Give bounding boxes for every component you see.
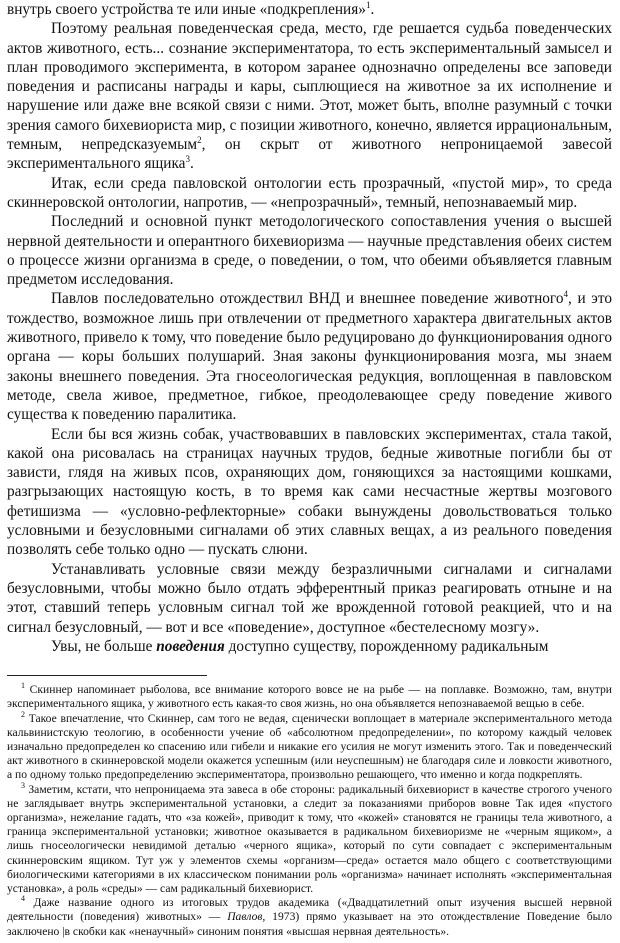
footnote-4-text-b: 1973) прямо указывает на это отождествление Поведение было заключено |в скобки как «ненаучный» синоним понятия «высшая нервная деятельность».	[7, 910, 613, 938]
footnote-1-text: Скиннер напоминает рыболова, все внимание которого вовсе не на рыбе — на поплавке. Возможно, там, внутри экспериментального ящика, у животного есть какая-то своя жизнь, но она объявляется непознаваемой вещью в себе.	[7, 683, 612, 711]
footnote-4-text-a: Даже название одного из итоговых трудов академика («Двадцатилетний опыт изучения высшей нервной деятельности (поведения) животных» —	[7, 896, 612, 924]
footnote-4-author: Павлов,	[227, 910, 266, 924]
paragraph-8-text-a: Увы, не больше	[51, 637, 157, 655]
footnote-3-text: Заметим, кстати, что непроницаема эта завеса в обе стороны: радикальный бихевиорист в качестве строгого ученого не заглядывает внутрь экспериментальной установки, а следит за показаниями приборов вовне Так идея «пустого организма», нежелание гадать, что «за кожей», приводит к тому, что «кожей» становятся не границы тела животного, а граница экспериментальной установки; животное оказывается в радикальном бихевиоризме не «черным ящиком», а лишь гносеологически невидимой деталью «черного ящика», который по сути совпадает с экспериментальным скиннеровским ящиком. Тут уж у элементов схемы «организм—среда» остается мало общего с соответствующими биологическими категориями в их классическом понимании роль «организма» начинает исполнять «экспериментальная установка», а роль «среды» — сам радикальный бихевиорист.	[7, 782, 612, 895]
footnote-4	[7, 896, 612, 939]
paragraph-5-text-b: , и это тождество, возможное лишь при отвлечении от предметного характера двигательных актов животного, привело к тому, что поведение было редуцировано до функционирования одного органа — коры больших полушарий. Зная законы функционирования мозга, мы знаем законы внешнего поведения. Эта гносеологическая редукция, воплощенная в павловском методе, свела живое, предметное, гибкое, преодолевающее среду поведение живого существа к поведению паралитика.	[7, 290, 612, 424]
paragraph-7: Устанавливать условные связи между безразличными сигналами и сигналами безусловными, чтобы можно было отдать эфферентный приказ реагировать отныне и на этот, ставший теперь условным сигнал той же врожденной готовой реакцией, что и на сигнал безусловный, — вот и все «поведение», доступное «бестелесному мозгу».	[7, 560, 612, 636]
paragraph-2-text-b: , он скрыт от животного непроницаемой завесой экспериментального ящика	[7, 136, 612, 173]
paragraph-6: Если бы вся жизнь собак, участвовавших в павловских экспериментах, стала такой, какой она рисовалась на страницах научных трудов, бедные животные погибли бы от зависти, глядя на живых псов, охраняющих дом, гоняющихся за настоящими кошками, разгрызающих настоящую кость, в то время как сами несчастные жертвы мозгового фетишизма — «условно-рефлекторные» собаки вынуждены довольствоваться только условными и безусловными сигналами об этих славных вещах, а из реального поведения позволять себе только одно — пускать слюни.	[7, 425, 612, 559]
paragraph-4: Последний и основной пункт методологического сопоставления учения о высшей нервной деятельности и оперантного бихевиоризма — научные представления обеих систем о процессе жизни организма в среде, о поведении, о том, что обеими объявляется главным предметом исследования.	[7, 213, 612, 289]
footnote-1-number: 1	[21, 681, 25, 691]
footnote-separator	[7, 675, 207, 676]
footnote-3-number: 3	[21, 780, 25, 790]
footnotes	[7, 683, 612, 939]
paragraph-2-text-c: .	[189, 155, 194, 173]
footnote-ref-4: 4	[563, 289, 568, 300]
paragraph-1-end: .	[370, 1, 375, 18]
paragraph-8	[7, 637, 612, 656]
footnote-1	[7, 683, 612, 711]
paragraph-2	[7, 19, 612, 173]
footnote-ref-1: 1	[365, 0, 371, 10]
paragraph-1-text: внутрь своего устройства те или иные «подкрепления»	[7, 1, 366, 18]
footnote-2	[7, 709, 612, 783]
paragraph-5	[7, 289, 612, 424]
footnote-ref-3: 3	[185, 154, 190, 165]
footnote-4-number: 4	[21, 894, 25, 904]
footnote-2-number: 2	[21, 709, 25, 719]
footnote-3	[7, 780, 612, 897]
main-text	[7, 0, 612, 656]
paragraph-8-text-b: доступно существу, порожденному радикальным	[224, 637, 549, 655]
paragraph-5-text-a: Павлов последовательно отождествил ВНД и внешнее поведение животного	[51, 290, 564, 308]
emphasized-word: поведения	[156, 637, 225, 655]
paragraph-2-text-a: Поэтому реальная поведенческая среда, место, где решается судьба поведенческих актов животного, есть... сознание экспериментатора, то есть экспериментальный замысел и план проводимого эксперимента, в котором заранее однозначно определены все заповеди поведения и расписаны награды и кары, сыплющиеся на животное за их исполнение и нарушение или даже вне всякой связи с ними. Этот, может быть, вполне разумный с точки зрения самого бихевиориста мир, с позиции животного, конечно, является иррациональным, темным, непредсказуемым	[7, 20, 612, 154]
footnote-ref-2: 2	[197, 135, 202, 146]
footnote-2-text: Такое впечатление, что Скиннер, сам того не ведая, сценически воплощает в материале экспериментального метода кальвинистскую теологию, в особенности учение об «абсолютном предопределении», по которому каждый человек изначально предопределен ко спасению или гибели и никакие его усилия не могут изменить этого. Так и поведенческий акт животного в скиннеровской модели окажется успешным (или неуспешным) не благодаря силе и ловкости животного, а по одному только предопределению экспериментатора, произвольно решающего, что именно и когда подкреплять.	[7, 711, 612, 782]
paragraph-3: Итак, если среда павловской онтологии есть прозрачный, «пустой мир», то среда скиннеровской онтологии, напротив, — «непрозрачный», темный, непознаваемый мир.	[7, 174, 612, 211]
paragraph-1	[7, 0, 612, 19]
